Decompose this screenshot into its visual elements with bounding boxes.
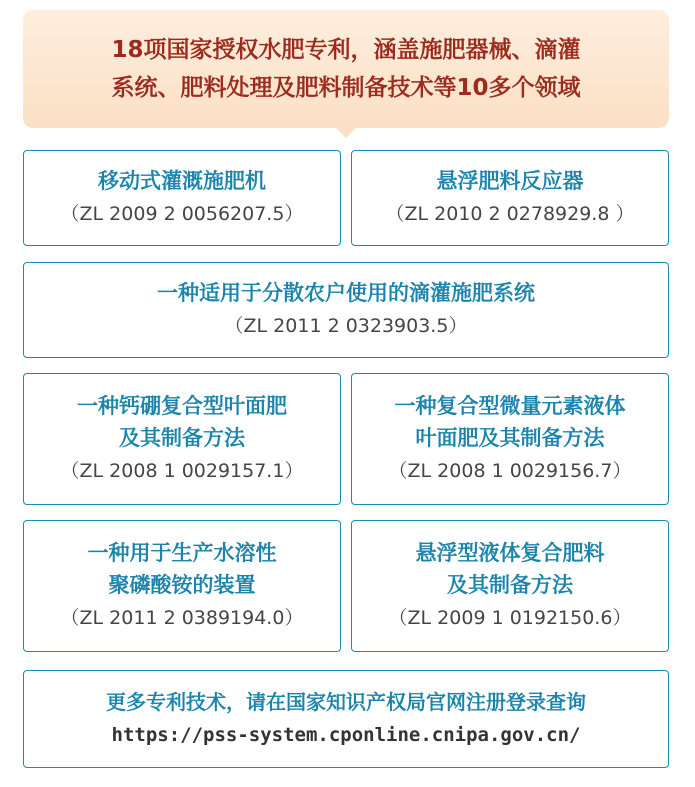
- patent-title: 悬浮肥料反应器: [436, 169, 584, 193]
- patent-number: （ZL 2011 2 0389194.0）: [60, 607, 304, 629]
- patent-card-mobile-irrigation-fertilizer-machine: [23, 150, 341, 246]
- patent-card-suspension-liquid-compound-fertilizer: [351, 520, 669, 652]
- patent-title-line-1: 一种用于生产水溶性: [87, 541, 277, 565]
- patent-number: （ZL 2011 2 0323903.5）: [224, 315, 468, 337]
- patent-number: （ZL 2009 1 0192150.6）: [388, 607, 632, 629]
- patent-title-line-2: 叶面肥及其制备方法: [415, 426, 605, 450]
- patent-search-info-box: [23, 670, 669, 768]
- patent-title-line-1: 一种复合型微量元素液体: [394, 394, 626, 418]
- patent-card-trace-element-liquid-foliar-fertilizer: [351, 373, 669, 505]
- headline-line-1: 18项国家授权水肥专利，涵盖施肥器械、滴灌: [111, 37, 581, 63]
- patent-number: （ZL 2009 2 0056207.5）: [60, 203, 304, 225]
- patent-title-line-2: 及其制备方法: [447, 573, 573, 597]
- patent-card-suspension-fertilizer-reactor: [351, 150, 669, 246]
- patent-number: （ZL 2008 1 0029157.1）: [60, 460, 304, 482]
- headline-banner: [23, 10, 669, 128]
- patent-card-ammonium-polyphosphate-device: [23, 520, 341, 652]
- patent-title-line-1: 一种钙硼复合型叶面肥: [77, 394, 287, 418]
- patent-title: 移动式灌溉施肥机: [98, 169, 266, 193]
- patent-search-url[interactable]: https://pss-system.cponline.cnipa.gov.cn/: [111, 724, 581, 746]
- patent-number: （ZL 2008 1 0029156.7）: [388, 460, 632, 482]
- headline-line-2: 系统、肥料处理及肥料制备技术等10多个领域: [111, 75, 581, 101]
- search-instruction-text: 更多专利技术，请在国家知识产权局官网注册登录查询: [106, 690, 586, 714]
- patent-number: （ZL 2010 2 0278929.8 ）: [385, 203, 635, 225]
- banner-pointer: [335, 127, 357, 138]
- patent-card-calcium-boron-foliar-fertilizer: [23, 373, 341, 505]
- patent-title-line-1: 悬浮型液体复合肥料: [415, 541, 605, 565]
- patent-title: 一种适用于分散农户使用的滴灌施肥系统: [157, 281, 535, 305]
- patent-card-drip-irrigation-system: [23, 262, 669, 358]
- patent-title-line-2: 聚磷酸铵的装置: [108, 573, 256, 597]
- patent-title-line-2: 及其制备方法: [119, 426, 245, 450]
